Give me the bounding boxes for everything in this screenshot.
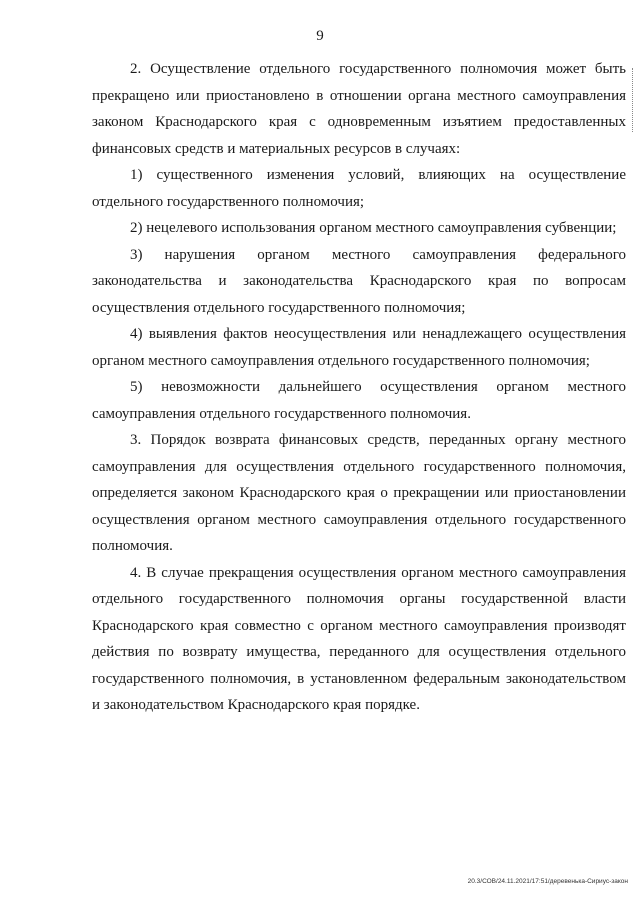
paragraph-item-2: 2) нецелевого использования органом местного самоуправления субвенции; — [130, 220, 617, 236]
paragraph-clause-4: 4. В случае прекращения осуществления органом местного самоуправления отдельного государственного полномочия органы государственной власти Краснодарского края совместно с органом местного самоуправления производят действия по возврату имущества, переданного для осуществления отдельного государственного полномочия, в установленном федеральным законодательством и законодательством Краснодарского края порядке. — [92, 564, 626, 713]
document-body — [92, 56, 626, 719]
paragraph-item-1: 1) существенного изменения условий, влияющих на осуществление отдельного государственного полномочия; — [92, 167, 626, 210]
paragraph-item-3: 3) нарушения органом местного самоуправления федерального законодательства и законодательства Краснодарского края по вопросам осуществления отдельного государственного полномочия; — [92, 246, 626, 316]
paragraph-clause-2: 2. Осуществление отдельного государственного полномочия может быть прекращено или приостановлено в отношении органа местного самоуправления законом Краснодарского края с одновременным изъятием предоставленных финансовых средств и материальных ресурсов в случаях: — [92, 61, 626, 157]
paragraph-item-5: 5) невозможности дальнейшего осуществления органом местного самоуправления отдельного государственного полномочия. — [92, 379, 626, 422]
page-number: 9 — [316, 28, 324, 44]
paragraph-clause-3: 3. Порядок возврата финансовых средств, переданных органу местного самоуправления для осуществления отдельного государственного полномочия, определяется законом Краснодарского края о прекращении или приостановлении осуществления органом местного самоуправления отдельного государственного полномочия. — [92, 432, 626, 554]
document-footer-code: 20.3/СОВ/24.11.2021/17:51/деревенька-Сириус-закон — [467, 878, 628, 885]
paragraph-item-4: 4) выявления фактов неосуществления или ненадлежащего осуществления органом местного самоуправления отдельного государственного полномочия; — [92, 326, 626, 369]
margin-stamp — [632, 68, 636, 132]
